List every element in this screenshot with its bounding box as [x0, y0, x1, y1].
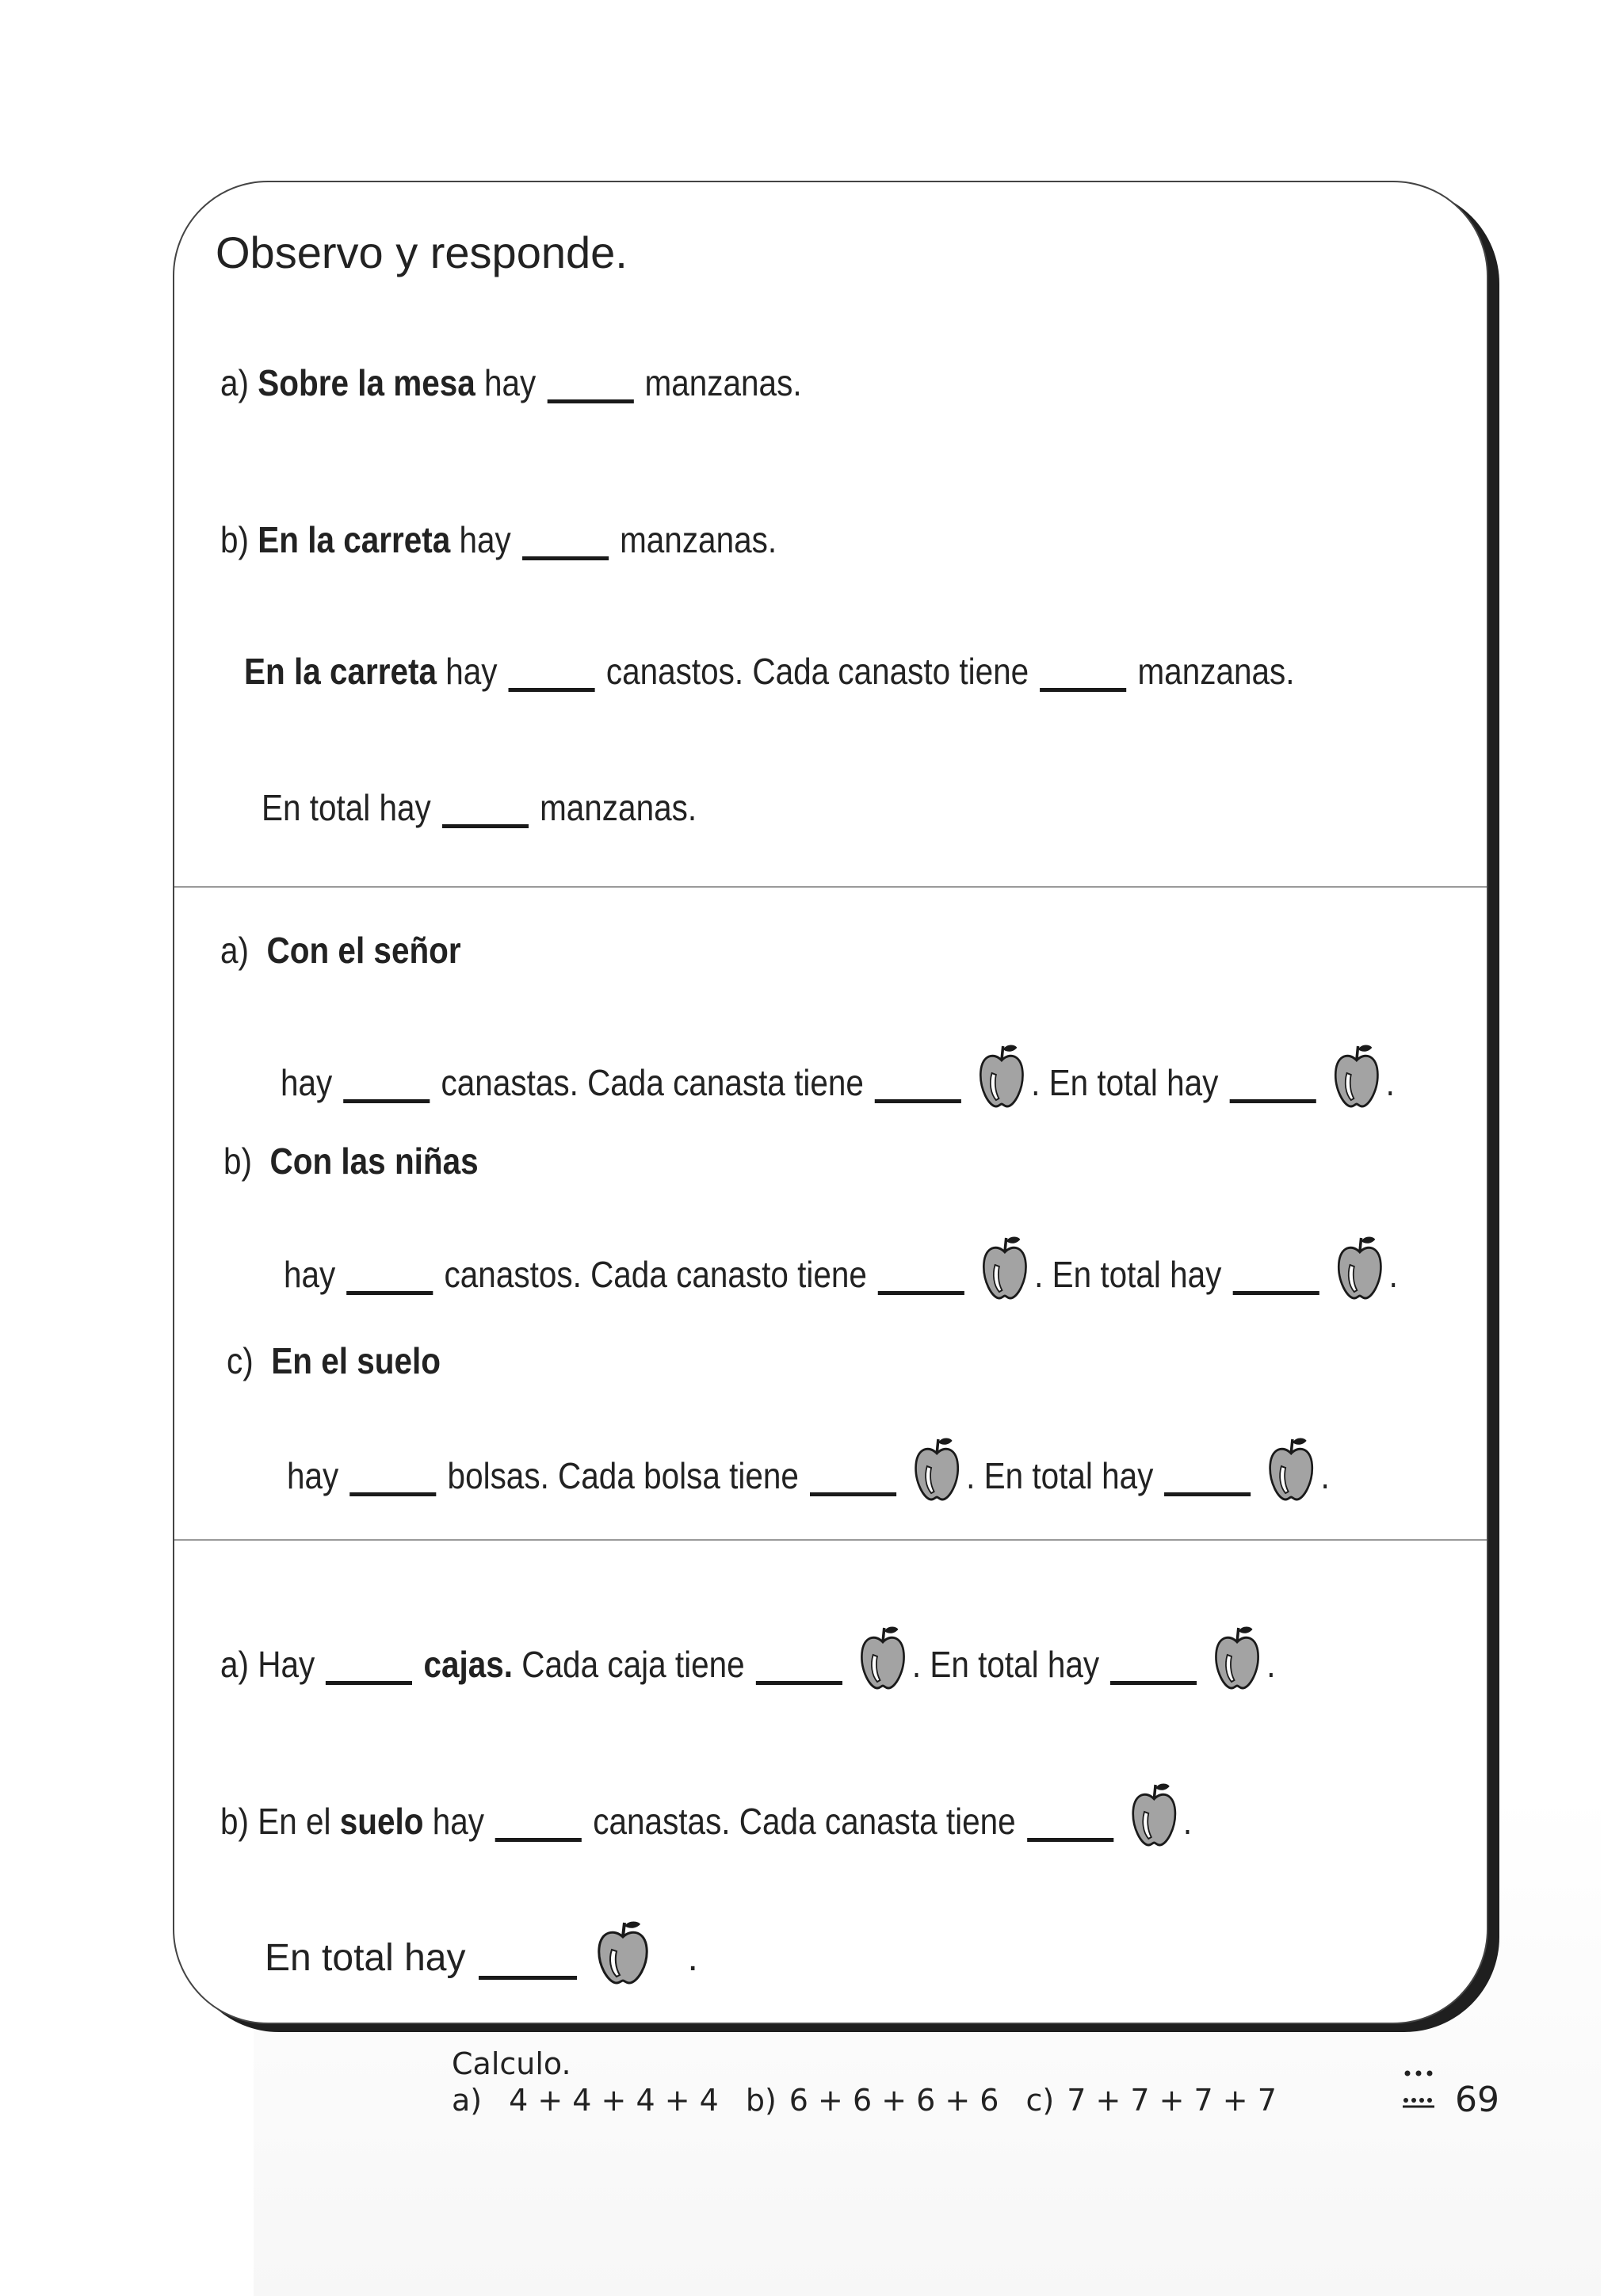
exercise-1c — [244, 651, 1294, 692]
answer-blank[interactable] — [1040, 688, 1126, 692]
answer-blank[interactable] — [810, 1492, 896, 1496]
page-number-text: 69 — [1455, 2080, 1499, 2120]
answer-blank[interactable] — [509, 688, 595, 692]
item-text: En total hay — [262, 787, 431, 828]
exercise-3c — [265, 1912, 698, 1980]
exercise-3a — [220, 1617, 1276, 1685]
answer-blank[interactable] — [1027, 1838, 1113, 1842]
item-text: manzanas. — [620, 519, 777, 560]
item-text: Cada caja tiene — [521, 1644, 745, 1686]
item-heading: Con las niñas — [269, 1140, 479, 1182]
item-prefix: a) — [220, 930, 249, 971]
item-text: manzanas. — [644, 362, 802, 403]
exercise-2a-heading — [220, 930, 461, 971]
apple-icon — [1266, 1435, 1316, 1503]
apple-icon — [1335, 1233, 1384, 1301]
answer-blank[interactable] — [343, 1099, 430, 1103]
answer-blank[interactable] — [326, 1681, 412, 1685]
answer-blank[interactable] — [479, 1976, 577, 1980]
apple-icon — [980, 1233, 1029, 1301]
item-text: . En total hay — [1031, 1062, 1219, 1104]
page-number — [1455, 2080, 1499, 2120]
answer-blank[interactable] — [1232, 1291, 1319, 1295]
title-text: Observo y responde. — [216, 227, 628, 277]
item-text: . En total hay — [1034, 1254, 1222, 1296]
apple-icon — [1128, 1780, 1178, 1848]
exercise-2b-heading — [223, 1141, 479, 1182]
item-prefix: c) — [227, 1340, 254, 1381]
item-text: hay — [459, 519, 511, 560]
item-text: b) En el — [220, 1801, 331, 1843]
section-divider — [174, 886, 1487, 888]
exercise-3b — [220, 1774, 1192, 1842]
answer-blank[interactable] — [1110, 1681, 1197, 1685]
apple-icon — [1212, 1623, 1262, 1691]
item-text: . — [1266, 1644, 1276, 1686]
item-text: hay — [483, 362, 537, 403]
page-title — [216, 228, 628, 277]
item-bold: En la carreta — [244, 651, 437, 692]
item-text: . — [687, 1937, 698, 1980]
answer-blank[interactable] — [878, 1291, 964, 1295]
item-text: canastos. Cada canasto tiene — [444, 1254, 867, 1296]
item-text: manzanas. — [540, 787, 697, 828]
apple-icon — [1331, 1041, 1381, 1110]
exercise-2c-heading — [227, 1341, 441, 1381]
item-text: canastas. Cada canasta tiene — [593, 1801, 1016, 1843]
item-text: canastas. Cada canasta tiene — [441, 1062, 864, 1104]
item-text: hay — [284, 1254, 336, 1296]
answer-blank[interactable] — [346, 1291, 433, 1295]
item-text: En total hay — [265, 1937, 466, 1980]
section-divider — [174, 1539, 1487, 1541]
item-heading: En el suelo — [271, 1340, 441, 1381]
footer-heading-text: Calculo. — [452, 2046, 571, 2081]
item-text: . En total hay — [911, 1644, 1100, 1686]
item-bold: En la carreta — [258, 519, 451, 560]
footer-heading — [452, 2046, 571, 2081]
apple-icon — [594, 1918, 651, 1986]
item-text: . — [1385, 1062, 1395, 1104]
answer-blank[interactable] — [349, 1492, 436, 1496]
answer-blank[interactable] — [547, 399, 633, 403]
answer-blank[interactable] — [1164, 1492, 1251, 1496]
dots-icon — [1401, 2065, 1439, 2111]
apple-icon — [857, 1623, 907, 1691]
item-bold: Sobre la mesa — [258, 362, 475, 403]
calc-label: a) — [452, 2083, 483, 2118]
item-text: hay — [445, 651, 498, 692]
item-text: . — [1320, 1455, 1330, 1497]
calc-expression: 6 + 6 + 6 + 6 — [789, 2083, 999, 2118]
answer-blank[interactable] — [522, 556, 609, 560]
calc-expression: 7 + 7 + 7 + 7 — [1067, 2083, 1277, 2118]
item-bold: suelo — [339, 1801, 424, 1843]
item-text: . En total hay — [966, 1455, 1154, 1497]
calc-expression: 4 + 4 + 4 + 4 — [509, 2083, 719, 2118]
item-text: bolsas. Cada bolsa tiene — [447, 1455, 799, 1497]
exercise-1b — [220, 520, 777, 560]
item-text: hay — [281, 1062, 333, 1104]
item-bold: cajas. — [423, 1644, 514, 1686]
item-prefix: a) — [220, 362, 249, 403]
calc-label: b) — [745, 2083, 777, 2118]
item-text: hay — [287, 1455, 339, 1497]
exercise-2c — [287, 1428, 1330, 1496]
answer-blank[interactable] — [495, 1838, 582, 1842]
exercise-card — [173, 181, 1488, 2024]
item-prefix: b) — [223, 1140, 252, 1182]
item-text: a) Hay — [220, 1644, 315, 1686]
item-text: . — [1182, 1801, 1193, 1843]
calc-label: c) — [1025, 2083, 1055, 2118]
apple-icon — [976, 1041, 1026, 1110]
apple-icon — [911, 1435, 961, 1503]
item-text: manzanas. — [1137, 651, 1295, 692]
exercise-2a — [281, 1035, 1395, 1103]
item-text: . — [1388, 1254, 1398, 1296]
item-heading: Con el señor — [266, 930, 461, 971]
exercise-1a — [220, 363, 802, 403]
exercise-1d — [262, 788, 697, 828]
exercise-2b — [284, 1227, 1398, 1295]
answer-blank[interactable] — [1229, 1099, 1316, 1103]
item-text: hay — [432, 1801, 485, 1843]
answer-blank[interactable] — [756, 1681, 842, 1685]
footer-calc-row — [452, 2083, 1277, 2118]
item-text: canastos. Cada canasto tiene — [605, 651, 1029, 692]
answer-blank[interactable] — [442, 824, 529, 828]
answer-blank[interactable] — [875, 1099, 961, 1103]
item-prefix: b) — [220, 519, 249, 560]
